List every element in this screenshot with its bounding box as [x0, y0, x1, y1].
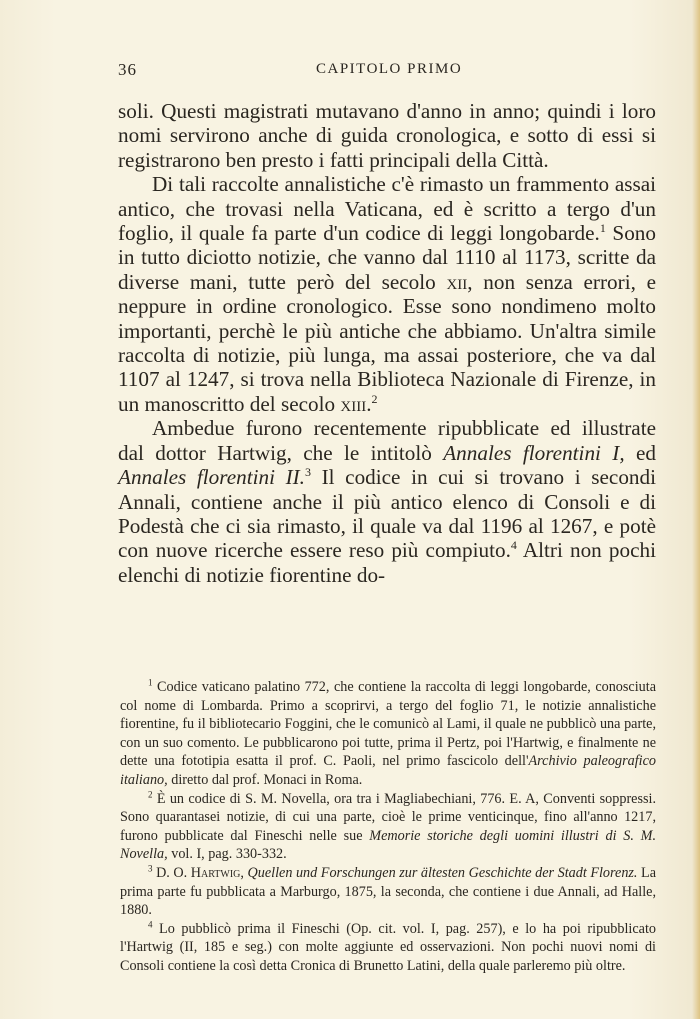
footnote-3-text: La prima parte fu pubblicata a Marburgo, 1875, la seconda, che contiene i due Annali, ad Halle, 1880. [120, 864, 656, 919]
paragraph-3-text-a: Ambedue furono recentemente ripubblicate ed illustrate dal dottor Hartwig, che le intitolò [118, 416, 656, 465]
annales-title-2: Annales florentini II. [118, 465, 305, 490]
footnotes [120, 678, 656, 976]
footnote-1 [120, 678, 656, 790]
footnote-3-title: Quellen und Forschungen zur ältesten Geschichte der Stadt Florenz. [247, 864, 638, 881]
paragraph-2: Di tali raccolte annalistiche c'è rimasto un frammento assai antico, che trovasi nella Vaticana, ed è scritto a tergo d'un foglio, il quale fa parte d'un codice di leggi longobarde.$^1$ Sono in tutto diciotto notizie, che vanno dal 1110 al 1173, scritte da diverse mani, tutte però del secolo xii, non senza errori, e neppure in ordine cronologico. Esse sono nondimeno molto importanti, perchè le più antiche che abbiamo. Un'altra simile raccolta di notizie, più lunga, ma assai posteriore, che va dal 1107 al 1247, si trova nella Biblioteca Nazionale di Firenze, in un manoscritto del secolo xiii.$^2$ [118, 172, 656, 416]
page-edge [692, 0, 700, 1019]
footnote-2-mark: 2 [148, 788, 153, 799]
footnote-4 [120, 920, 656, 976]
annales-title-1: Annales florentini I, [443, 440, 625, 465]
paragraph-2-text-c: , non senza errori, e neppure in ordine cronologico. Esse sono nondimeno molto importanti, perchè le più antiche che abbiamo. Un'altra simile raccolta di notizie, più lunga, ma assai posteriore, che va dal 1107 al 1247, si trova nella Biblioteca Nazionale di Firenze, in un manoscritto del secolo [118, 269, 656, 416]
footnote-1-mark: 1 [148, 677, 153, 688]
footnote-3-author: D. O. Hartwig, [156, 864, 244, 881]
footnote-2 [120, 790, 656, 864]
century-numeral-2: xiii [340, 391, 367, 416]
footnote-ref-2: 2 [371, 391, 378, 406]
paragraph-1-text: soli. Questi magistrati mutavano d'anno in anno; quindi i loro nomi servirono anche di guida cronologica, e sotto di essi si registrarono ben presto i fatti principali della Città. [118, 99, 656, 172]
paragraph-2-text-b: Sono in tutto diciotto notizie, che vanno dal 1110 al 1173, scritte da diverse mani, tutte però del secolo [118, 221, 656, 294]
footnote-2-text-b: vol. I, pag. 330-332. [167, 846, 287, 863]
footnote-ref-4: 4 [510, 538, 517, 553]
paragraph-3-text-c: Il codice in cui si trovano i secondi Annali, contiene anche il più antico elenco di Consoli e di Podestà che ci sia rimasto, il quale va dal 1196 al 1267, e potè con nuove ricerche essere reso più compiuto. [118, 465, 656, 563]
footnote-ref-1: 1 [599, 220, 606, 235]
footnote-1-text-b: diretto dal prof. Monaci in Roma. [167, 771, 363, 788]
page-header [118, 60, 656, 82]
footnote-1-title: Archivio paleografico italiano, [120, 753, 656, 788]
footnote-3 [120, 864, 656, 920]
page-number: 36 [118, 60, 137, 79]
footnote-3-mark: 3 [148, 863, 153, 874]
paragraph-3-text-b: ed [624, 440, 656, 465]
footnote-2-title: Memorie storiche degli uomini illustri di S. M. Novella, [120, 827, 657, 863]
paragraph-1 [118, 99, 656, 172]
footnote-2-text-a: È un codice di S. M. Novella, ora tra i Magliabechiani, 776. E. A, Conventi soppressi. Sono quarantasei notizie, di cui una parte, cioè le prime venticinque, fino all'anno 1217, furono pubblicate dal Fineschi nelle sue [120, 790, 656, 844]
footnote-ref-3: 3 [304, 465, 311, 480]
footnote-1-text-a: Codice vaticano palatino 772, che contiene la raccolta di leggi longobarde, conosciuta col nome di Lombarda. Primo a scoprirvi, a tergo del foglio 71, le notizie annalistiche fiorentine, fu il bibliotecario Foggini, che le comunicò al Lami, il quale ne pubblicò una parte, con un suo comento. Le pubblicarono poi tutte, prima il Pertz, poi l'Hartwig, e finalmente ne dette una fototipia esatta il prof. C. Paoli, nel primo fascicolo dell' [120, 679, 656, 770]
main-text [118, 99, 656, 587]
paragraph-3-text-d: Altri non pochi elenchi di notizie fiorentine do- [118, 538, 656, 587]
century-numeral-1: xii [446, 269, 468, 294]
footnote-4-text: Lo pubblicò prima il Fineschi (Op. cit. vol. I, pag. 257), e lo ha poi ripubblicato l'Hartwig (II, 185 e seg.) con molte aggiunte ed osservazioni. Non pochi nuovi nomi di Consoli contiene la così detta Cronica di Brunetto Latini, della quale parleremo più oltre. [120, 920, 656, 974]
running-head: CAPITOLO PRIMO [316, 61, 463, 77]
footnote-4-mark: 4 [148, 918, 153, 929]
paragraph-2-text-a: Di tali raccolte annalistiche c'è rimasto un frammento assai antico, che trovasi nella Vaticana, ed è scritto a tergo d'un foglio, il quale fa parte d'un codice di leggi longobarde. [118, 172, 656, 246]
paragraph-3 [118, 416, 656, 587]
